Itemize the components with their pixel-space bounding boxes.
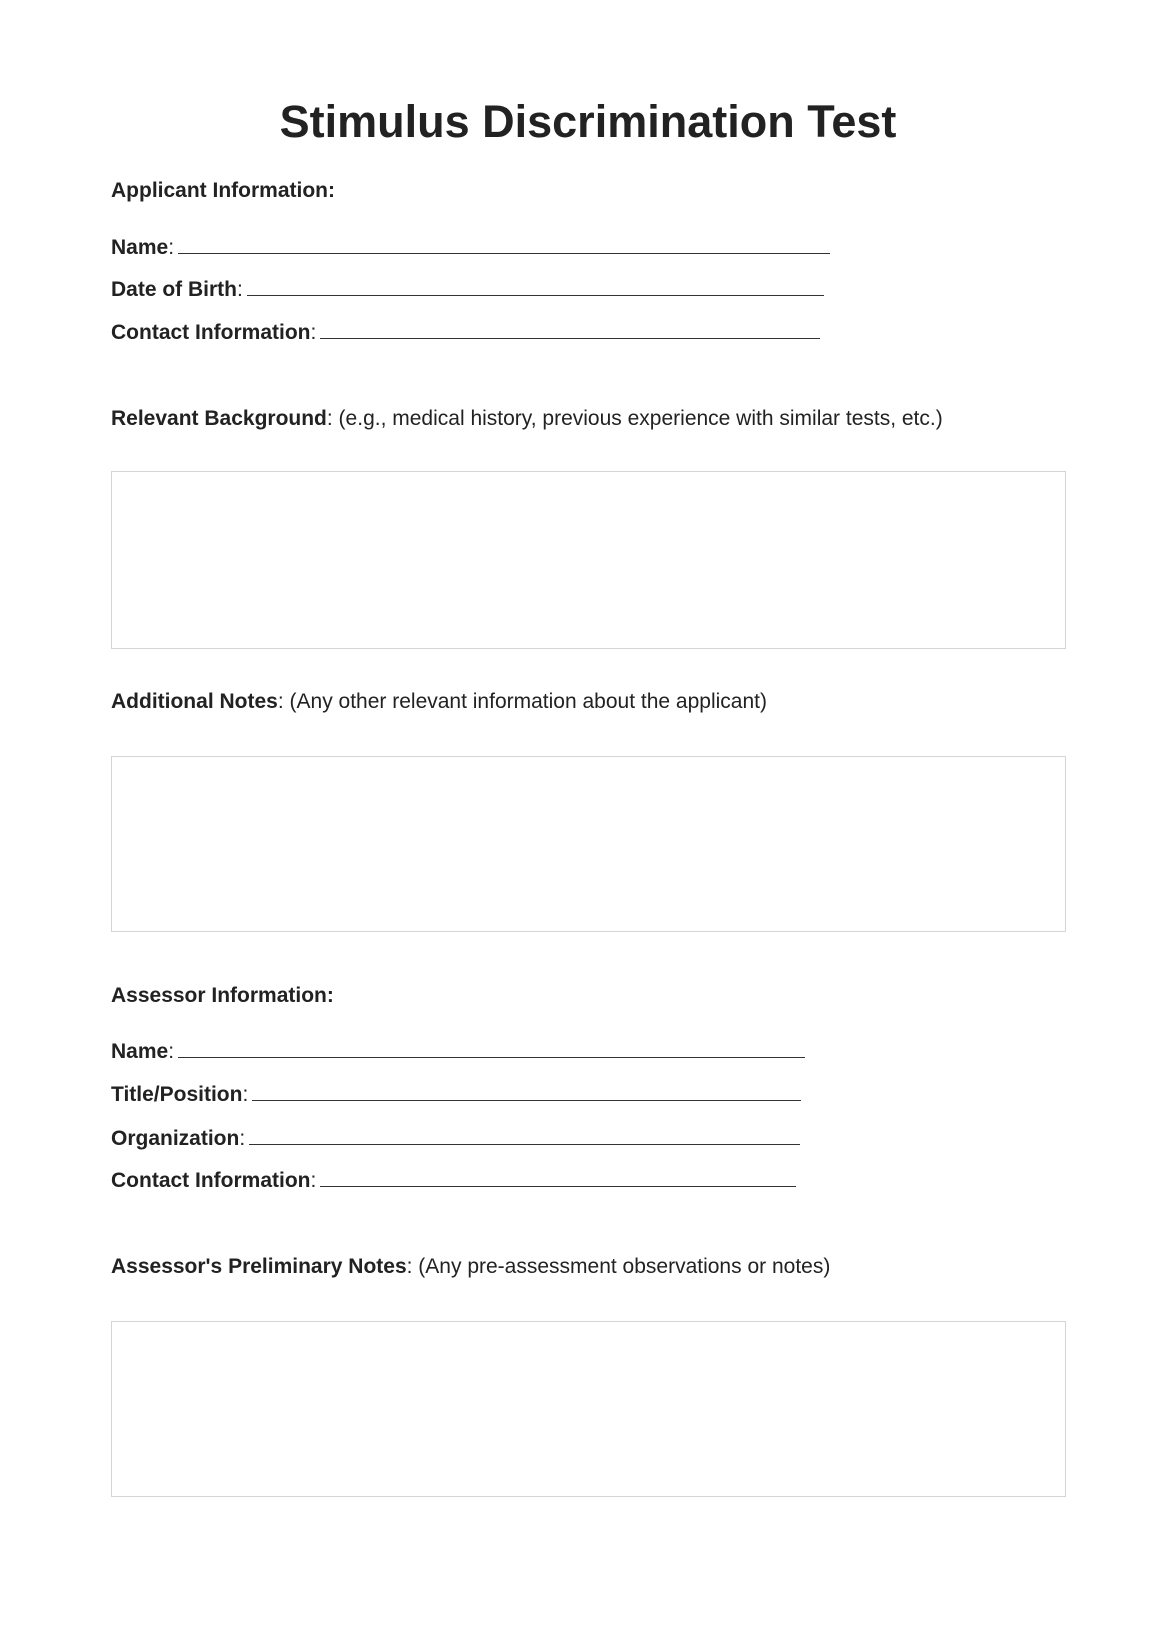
page-title: Stimulus Discrimination Test <box>279 96 897 147</box>
notes-textarea[interactable] <box>111 756 1066 932</box>
field-label: Name <box>111 236 169 259</box>
assessor-organization-line[interactable] <box>249 1126 800 1145</box>
notes-label <box>111 690 767 714</box>
field-label: Date of Birth <box>111 278 237 301</box>
colon: : <box>242 1083 249 1106</box>
section-label: Additional Notes <box>111 690 278 713</box>
assessor-name-line[interactable] <box>178 1039 805 1058</box>
section-label: Assessor's Preliminary Notes <box>111 1255 407 1278</box>
applicant-heading: Applicant Information: <box>111 179 335 202</box>
assessor-heading: Assessor Information: <box>111 984 334 1007</box>
background-label <box>111 407 943 431</box>
assessor-title-line[interactable] <box>252 1082 801 1101</box>
assessor-name-field <box>111 1039 805 1064</box>
section-hint: : (Any pre-assessment observations or notes) <box>406 1255 831 1278</box>
colon: : <box>310 321 317 344</box>
field-label: Contact Information <box>111 1169 311 1192</box>
colon: : <box>168 1040 175 1063</box>
colon: : <box>168 236 175 259</box>
prelim-notes-textarea[interactable] <box>111 1321 1066 1497</box>
section-label: Relevant Background <box>111 407 327 430</box>
assessor-organization-field <box>111 1126 800 1151</box>
background-textarea[interactable] <box>111 471 1066 649</box>
colon: : <box>237 278 243 301</box>
prelim-notes-label <box>111 1255 830 1279</box>
applicant-dob-line[interactable] <box>247 277 824 296</box>
assessor-title-field <box>111 1082 801 1107</box>
applicant-dob-field <box>111 277 824 302</box>
applicant-name-field <box>111 235 830 260</box>
field-label: Name <box>111 1040 169 1063</box>
applicant-name-line[interactable] <box>178 235 830 254</box>
assessor-contact-line[interactable] <box>320 1168 796 1187</box>
section-hint: : (Any other relevant information about the applicant) <box>277 690 767 713</box>
assessor-contact-field <box>111 1168 796 1193</box>
section-hint: : (e.g., medical history, previous experience with similar tests, etc.) <box>326 407 943 430</box>
field-label: Organization <box>111 1127 240 1150</box>
field-label: Title/Position <box>111 1083 243 1106</box>
applicant-contact-line[interactable] <box>320 320 820 339</box>
colon: : <box>310 1169 317 1192</box>
applicant-contact-field <box>111 320 820 345</box>
colon: : <box>239 1127 246 1150</box>
field-label: Contact Information <box>111 321 311 344</box>
